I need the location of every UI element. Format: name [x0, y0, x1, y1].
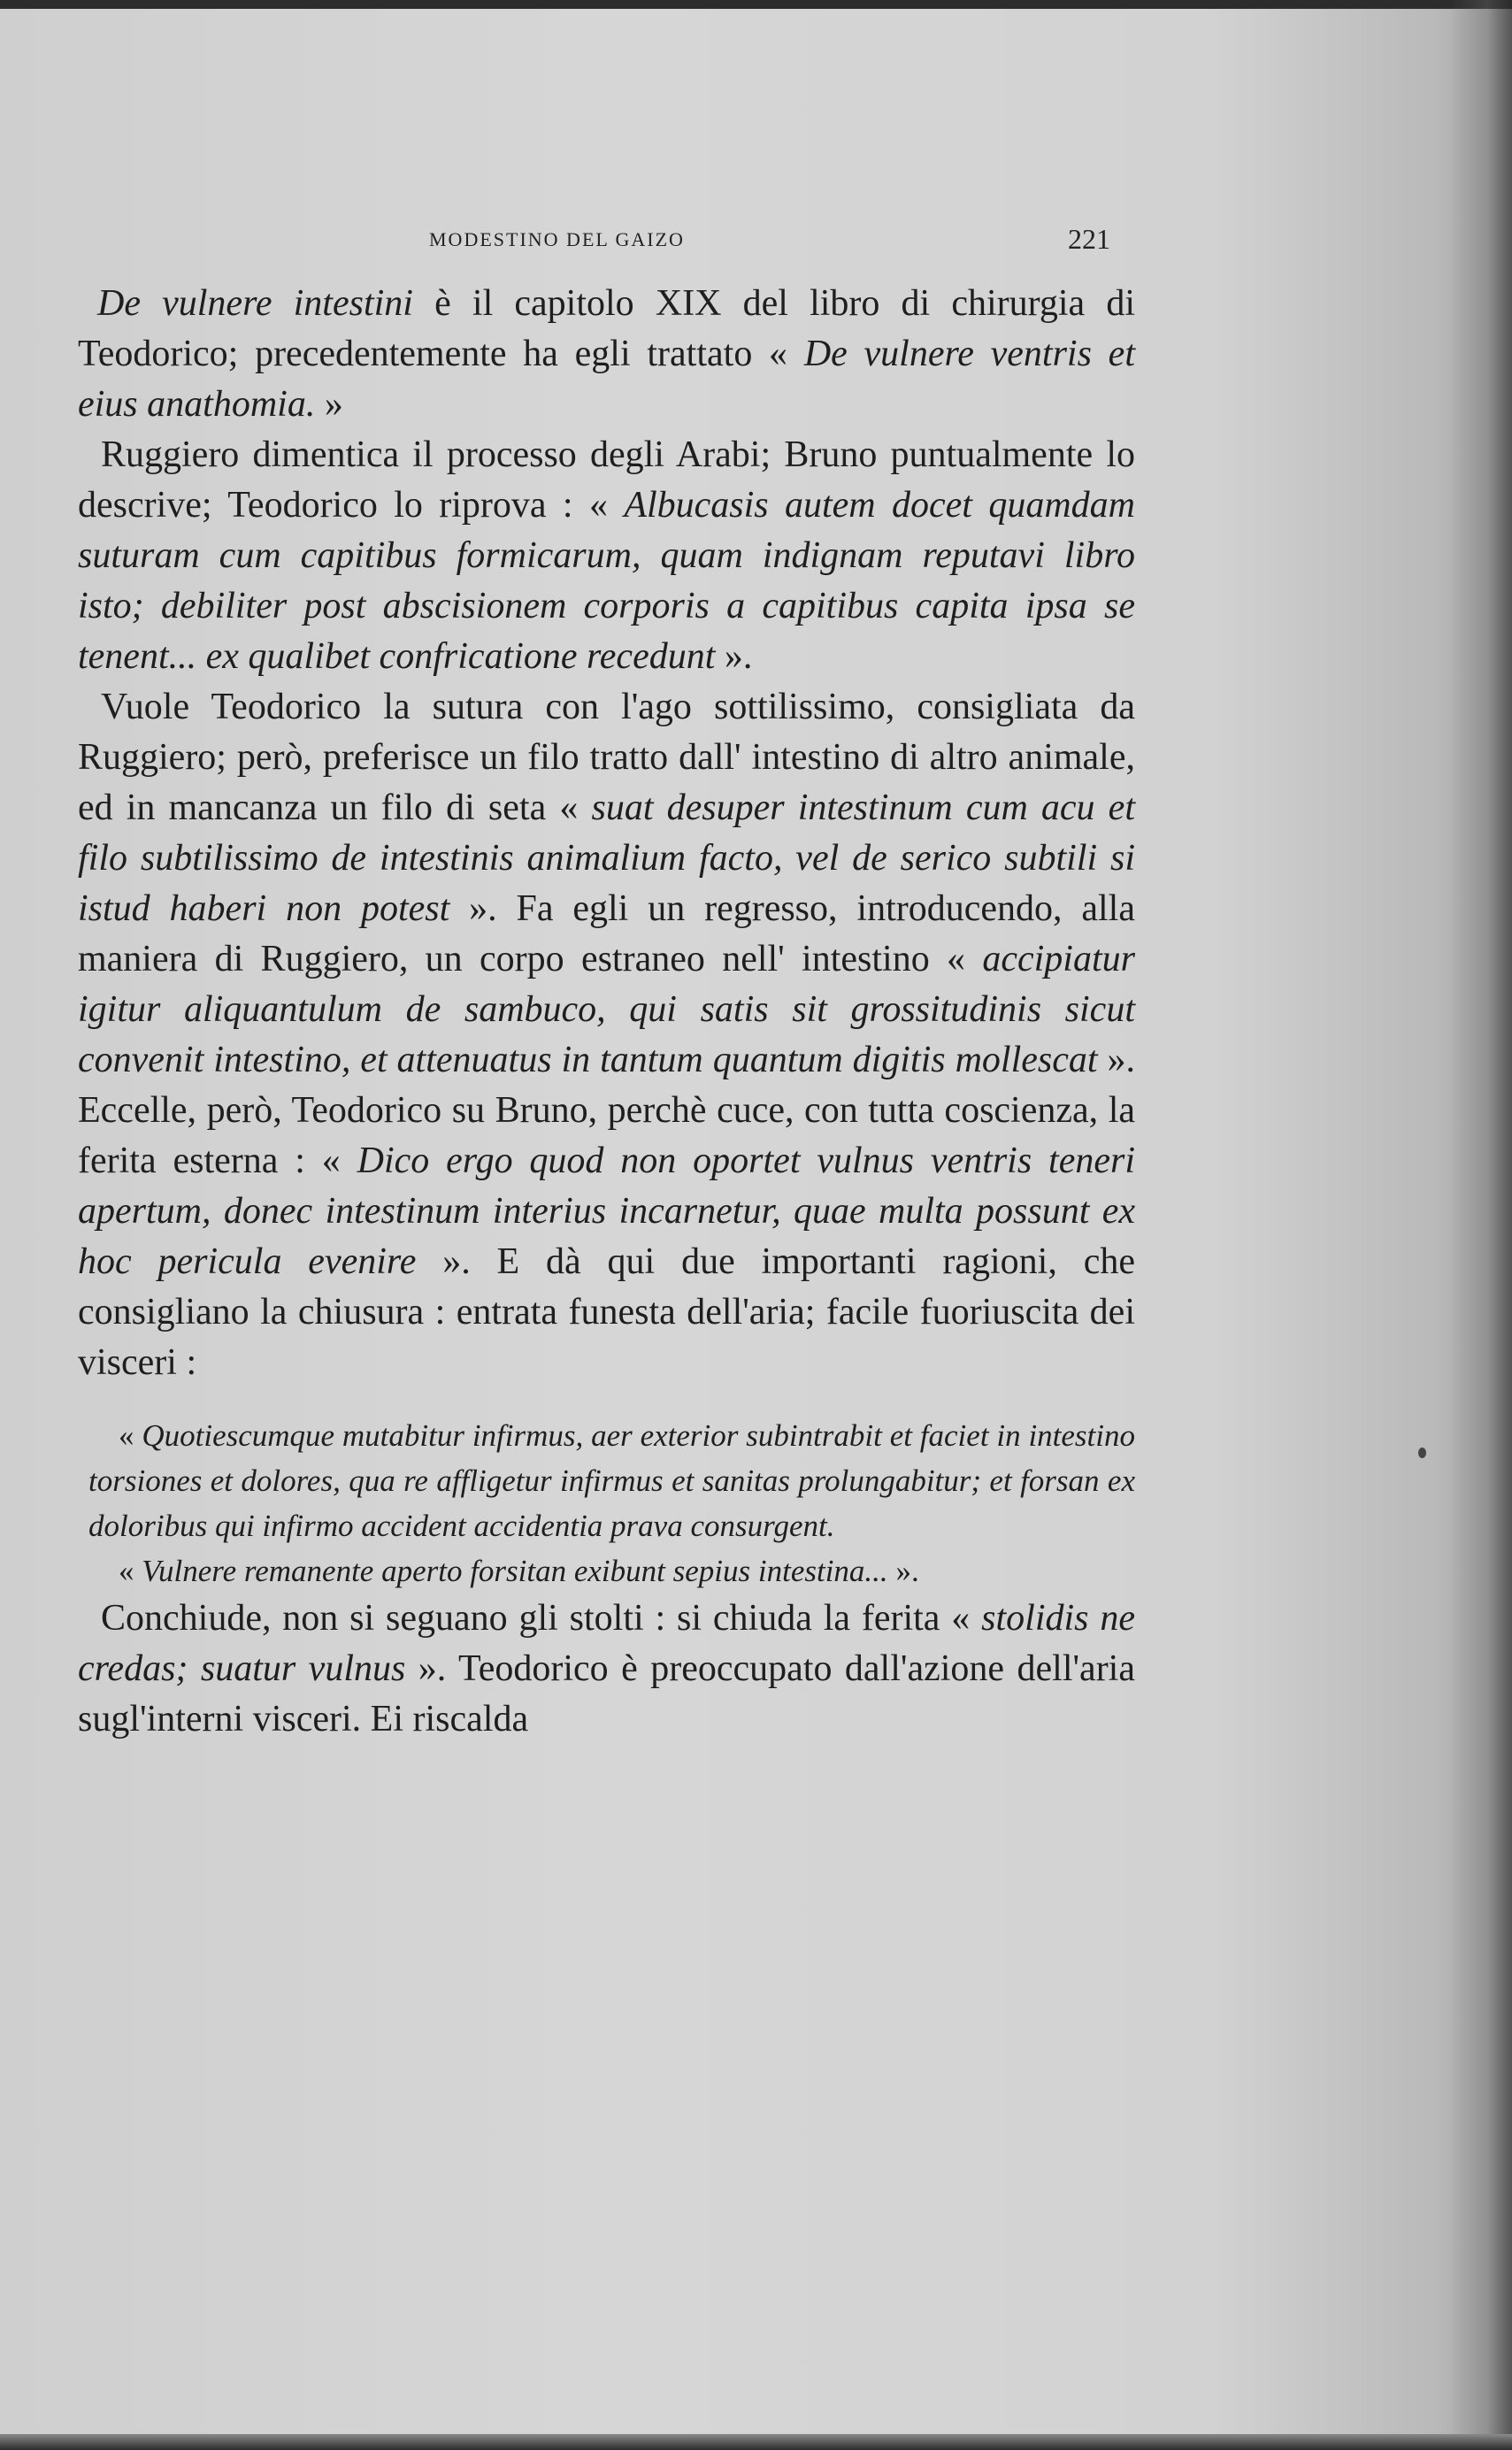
text-span: è il capitolo XIX del libro di chirurgia di Teodorico; precedentemente ha egli trattato «	[78, 283, 1136, 374]
italic-span: De vulnere intestini	[97, 283, 413, 324]
text-span: Ruggiero dimentica il processo degli Arabi; Bruno puntualmente lo descrive; Teodorico lo riprova : «	[78, 434, 1135, 526]
block-quote	[78, 1413, 1135, 1594]
text-span: ». Eccelle, però, Teodorico su Bruno, perchè cuce, con tutta coscienza, la ferita esterna : «	[78, 1040, 1135, 1181]
quote-paragraph-1	[88, 1413, 1135, 1548]
text-span: ».	[887, 1554, 919, 1588]
italic-span: accipiatur igitur aliquantulum de sambuco, qui satis sit grossitudinis sicut convenit intestino, et attenuatus in tantum quantum digitis mollescat	[78, 939, 1135, 1080]
text-span: Conchiude, non si seguano gli stolti : si chiuda la ferita «	[101, 1598, 982, 1639]
italic-span: Quotiescumque mutabitur infirmus, aer exterior subintrabit et faciet in intestino torsiones et dolores, qua re affligetur infirmus et sanitas prolungabitur; et forsan ex doloribus qui infirmo accident accidentia prava consurgent.	[88, 1418, 1135, 1543]
text-span: ». E dà qui due importanti ragioni, che consigliano la chiusura : entrata funesta dell'aria; facile fuoriuscita dei visceri :	[78, 1241, 1135, 1383]
text-span: Vuole Teodorico la sutura con l'ago sottilissimo, consigliata da Ruggiero; però, preferisce un filo tratto dall' intestino di altro animale, ed in mancanza un filo di seta «	[78, 687, 1135, 828]
page-top-edge	[0, 0, 1512, 9]
text-span: ».	[715, 636, 753, 677]
ink-spot	[1418, 1448, 1426, 1458]
italic-span: Albucasis autem docet quamdam suturam cum capitibus formicarum, quam indignam reputavi libro isto; debiliter post abscisionem corporis a capitibus capita ipsa se tenent... ex qualibet confricatione recedunt	[78, 485, 1135, 677]
italic-span: Dico ergo quod non oportet vulnus ventris teneri apertum, donec intestinum interius incarnetur, quae multa possunt ex hoc pericula evenire	[78, 1141, 1136, 1282]
italic-span: stolidis ne credas; suatur vulnus	[78, 1598, 1135, 1689]
running-head: MODESTINO DEL GAIZO	[429, 228, 685, 250]
page-gutter-shadow	[1450, 0, 1512, 2450]
text-span: «	[119, 1418, 142, 1453]
paragraph-4	[78, 1594, 1135, 1745]
text-span: ». Fa egli un regresso, introducendo, alla maniera di Ruggiero, un corpo estraneo nell' intestino «	[78, 888, 1135, 979]
paragraph-3	[78, 682, 1135, 1388]
text-span: »	[315, 384, 343, 425]
quote-paragraph-2	[88, 1548, 1135, 1594]
page-header	[429, 223, 1110, 258]
page-body	[78, 279, 1135, 1745]
paragraph-2	[78, 430, 1135, 682]
italic-span: Vulnere remanente aperto forsitan exibunt sepius intestina...	[142, 1554, 888, 1588]
page-bottom-edge	[0, 2434, 1512, 2450]
italic-span: De vulnere ventris et eius anathomia.	[78, 334, 1135, 425]
paragraph-1	[78, 279, 1135, 430]
italic-span: suat desuper intestinum cum acu et filo subtilissimo de intestinis animalium facto, vel de serico subtili si istud haberi non potest	[78, 787, 1135, 929]
text-span: «	[119, 1554, 142, 1588]
page-number: 221	[1068, 223, 1110, 255]
text-span: ». Teodorico è preoccupato dall'azione dell'aria sugl'interni visceri. Ei riscalda	[78, 1648, 1135, 1740]
